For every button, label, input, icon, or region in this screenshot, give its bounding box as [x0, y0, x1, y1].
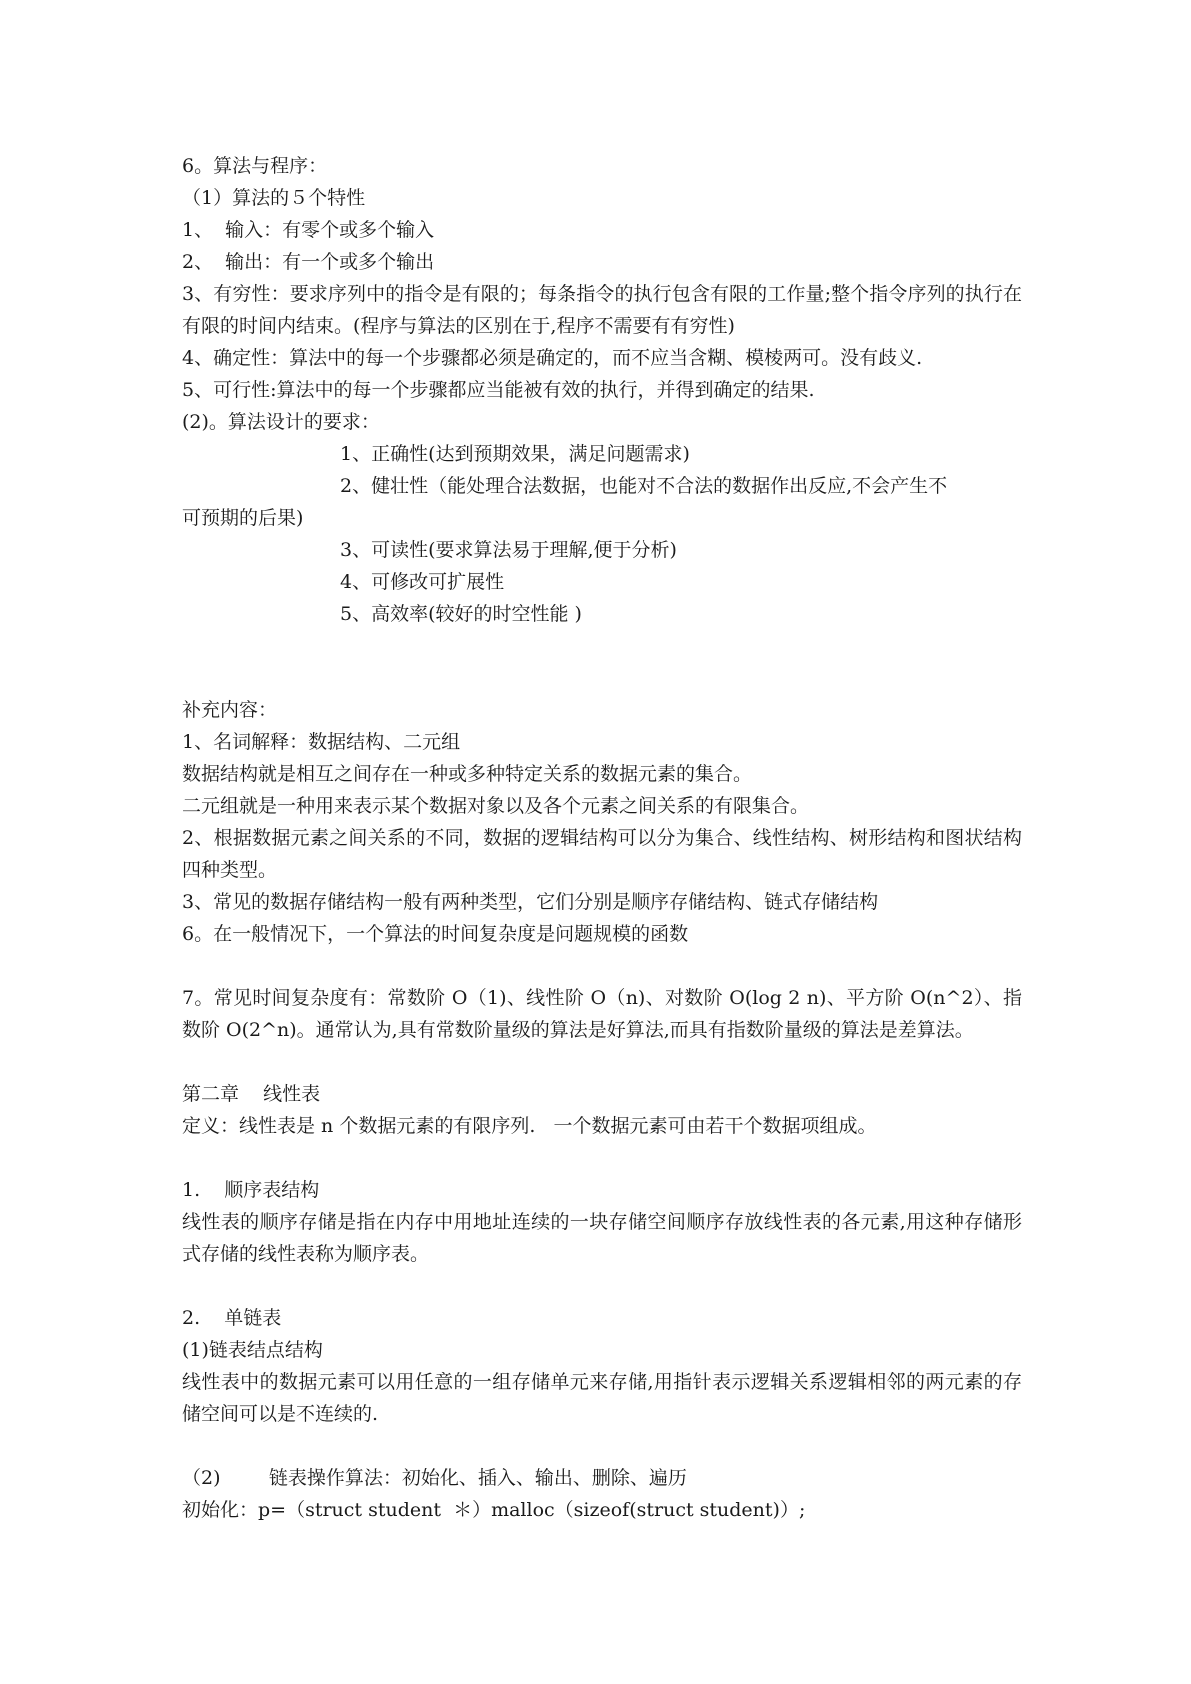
- section-heading-supplement: 补充内容：: [182, 699, 278, 721]
- requirement-robustness: 2、健壮性（能处理合法数据，也能对不合法的数据作出反应,不会产生不: [340, 475, 948, 497]
- definition-linear-list: 定义：线性表是 n 个数据元素的有限序列. 一个数据元素可由若干个数据项组成。: [182, 1115, 877, 1137]
- supplement-item-logical-structures: 2、根据数据元素之间关系的不同，数据的逻辑结构可以分为集合、线性结构、树形结构和图状结构四种类型。: [182, 827, 1022, 881]
- spacer: [182, 630, 1022, 694]
- subheading-node-structure: (1)链表结点结构: [182, 1339, 323, 1361]
- code-initialization: 初始化：p=（struct student ＊）malloc（sizeof(struct student)）;: [182, 1499, 806, 1521]
- spacer: [182, 1142, 1022, 1174]
- feature-output: 2、 输出：有一个或多个输出: [182, 251, 435, 273]
- subheading-design-requirements: (2)。算法设计的要求：: [182, 411, 380, 433]
- requirement-modifiability: 4、可修改可扩展性: [340, 571, 505, 593]
- subheading-singly-linked-list: 2. 单链表: [182, 1307, 282, 1329]
- supplement-item-storage-structures: 3、常见的数据存储结构一般有两种类型，它们分别是顺序存储结构、链式存储结构: [182, 891, 879, 913]
- definition-data-structure: 数据结构就是相互之间存在一种或多种特定关系的数据元素的集合。: [182, 763, 753, 785]
- paragraph-node-structure: 线性表中的数据元素可以用任意的一组存储单元来存储,用指针表示逻辑关系逻辑相邻的两元素的存储空间可以是不连续的.: [182, 1371, 1022, 1425]
- feature-finiteness: 3、有穷性：要求序列中的指令是有限的；每条指令的执行包含有限的工作量;整个指令序列的执行在有限的时间内结束。(程序与算法的区别在于,程序不需要有有穷性): [182, 283, 1022, 337]
- spacer: [182, 950, 1022, 982]
- requirement-efficiency: 5、高效率(较好的时空性能 ): [340, 603, 582, 625]
- requirement-readability: 3、可读性(要求算法易于理解,便于分析): [340, 539, 677, 561]
- supplement-item-time-complexity: 6。在一般情况下，一个算法的时间复杂度是问题规模的函数: [182, 923, 689, 945]
- section-heading-algorithm-program: 6。算法与程序：: [182, 155, 328, 177]
- spacer: [182, 1270, 1022, 1302]
- chapter-heading-linear-list: 第二章 线性表: [182, 1083, 321, 1105]
- feature-input: 1、 输入：有零个或多个输入: [182, 219, 435, 241]
- subheading-algorithm-features: （1）算法的５个特性: [182, 187, 366, 209]
- requirement-robustness-continued: 可预期的后果): [182, 507, 304, 529]
- definition-tuple: 二元组就是一种用来表示某个数据对象以及各个元素之间关系的有限集合。: [182, 795, 810, 817]
- spacer: [182, 1430, 1022, 1462]
- subheading-sequential-list: 1. 顺序表结构: [182, 1179, 320, 1201]
- paragraph-sequential-list: 线性表的顺序存储是指在内存中用地址连续的一块存储空间顺序存放线性表的各元素,用这种存储形式存储的线性表称为顺序表。: [182, 1211, 1022, 1265]
- subheading-list-operations: （2) 链表操作算法：初始化、插入、输出、删除、遍历: [182, 1467, 687, 1489]
- supplement-item-terms: 1、名词解释：数据结构、二元组: [182, 731, 461, 753]
- supplement-item-common-complexities: 7。常见时间复杂度有：常数阶 O（1)、线性阶 O（n)、对数阶 O(log 2 n)、平方阶 O(n^2）、指数阶 O(2^n)。通常认为,具有常数阶量级的算法是好算法,而具有指数阶量级的算法是差算法。: [182, 987, 1022, 1041]
- requirement-correctness: 1、正确性(达到预期效果，满足问题需求): [340, 443, 690, 465]
- document-body: [182, 150, 1022, 1526]
- feature-definiteness: 4、确定性：算法中的每一个步骤都必须是确定的，而不应当含糊、模棱两可。没有歧义.: [182, 347, 923, 369]
- feature-feasibility: 5、可行性:算法中的每一个步骤都应当能被有效的执行，并得到确定的结果.: [182, 379, 815, 401]
- spacer: [182, 1046, 1022, 1078]
